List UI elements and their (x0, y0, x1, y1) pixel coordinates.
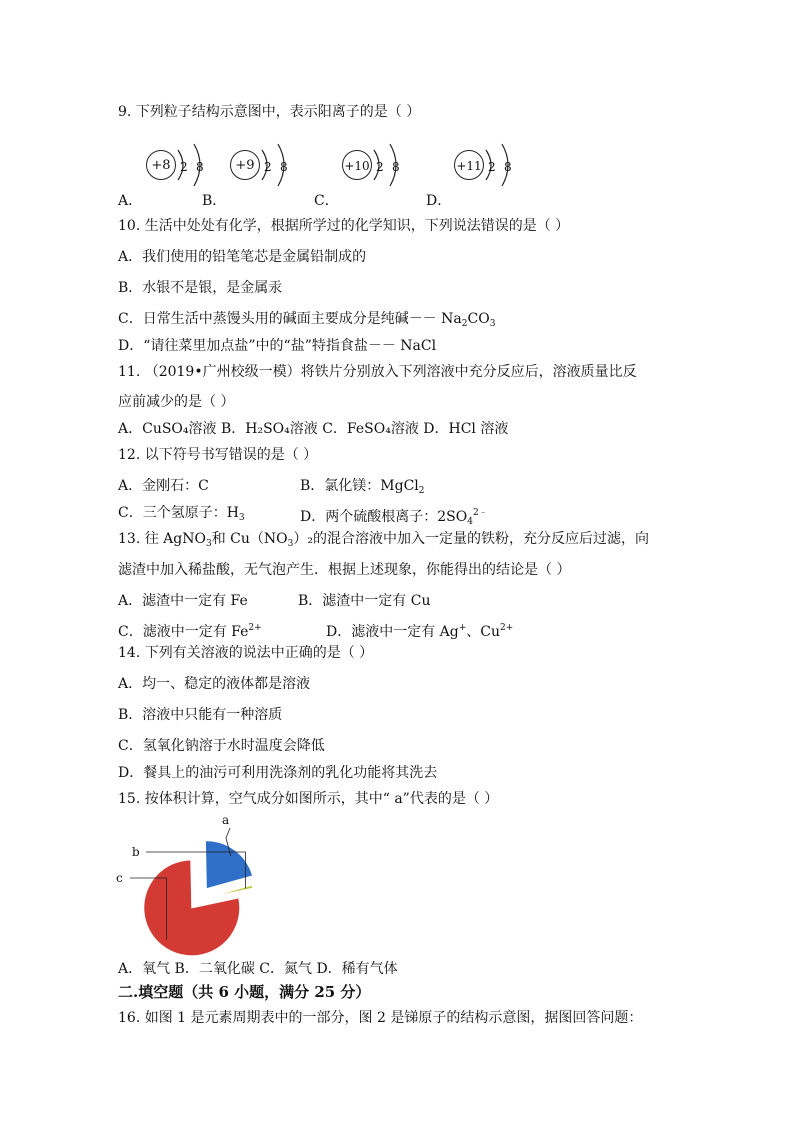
q12-c-sub: 3 (238, 513, 245, 523)
atom-b-shell-2: 8 (280, 160, 288, 174)
q10-stem: 10. 生活中处处有化学，根据所学过的化学知识，下列说法错误的是（ ） (118, 218, 570, 234)
q13-option-c (118, 618, 262, 642)
q12-c-text: C．三个氢原子：H (118, 505, 239, 521)
q10-option-c (118, 309, 495, 334)
atom-c-shells (366, 142, 416, 188)
atom-d-label: D． (426, 193, 452, 209)
q14-option-b: B．溶液中只能有一种溶质 (118, 707, 283, 723)
q13-text-2: 和 Cu（NO (211, 531, 288, 547)
q13-sub-1: 3 (205, 539, 212, 549)
q13-c-sup: 2+ (248, 623, 262, 633)
q13-option-a: A．滤渣中一定有 Fe (118, 593, 248, 609)
q12-b-sub: 2 (418, 486, 425, 496)
q10-c-mid: CO (467, 311, 490, 327)
q13-d-sup2: 2+ (500, 623, 514, 633)
pie-label-c: c (116, 871, 123, 885)
q12-d-text: D．两个硫酸根离子：2SO (300, 509, 468, 525)
q10-option-a: A．我们使用的铅笔笔芯是金属铅制成的 (118, 249, 367, 265)
q10-c-text: C．日常生活中蒸馒头用的碱面主要成分是纯碱－－ Na (118, 311, 462, 327)
q10-option-b: B．水银不是银，是金属汞 (118, 280, 283, 296)
q14-option-d: D．餐具上的油污可利用洗涤剂的乳化功能将其洗去 (118, 765, 438, 781)
atom-d-shell-1: 2 (488, 160, 496, 174)
atom-b-label: B． (202, 193, 227, 209)
atom-b-nucleus: +9 (230, 150, 260, 180)
air-composition-pie-chart (118, 812, 278, 962)
q13-text-3: ）₂的混合溶液中加入一定量的铁粉，充分反应后过滤，向 (293, 531, 649, 547)
section-2-title: 二.填空题（共 6 小题，满分 25 分） (118, 983, 371, 1001)
q13-sub-2: 3 (287, 539, 294, 549)
q13-option-d (326, 618, 513, 642)
q13-text-1: 13. 往 AgNO (118, 531, 206, 547)
q12-stem: 12. 以下符号书写错误的是（ ） (118, 447, 318, 463)
q13-stem-line2: 滤渣中加入稀盐酸，无气泡产生．根据上述现象，你能得出的结论是（ ） (118, 562, 571, 578)
atom-c-shell-1: 2 (376, 160, 384, 174)
q9-stem: 9. 下列粒子结构示意图中，表示阳离子的是（ ） (118, 104, 421, 120)
q13-c-text: C．滤液中一定有 Fe (118, 624, 249, 640)
q14-option-c: C．氢氧化钠溶于水时温度会降低 (118, 738, 325, 754)
atom-a-label: A． (118, 193, 143, 209)
q12-option-a: A．金刚石：C (118, 478, 209, 494)
q13-d-mid: 、Cu (466, 624, 501, 640)
q12-b-text: B．氯化镁：MgCl (300, 478, 419, 494)
q11-options: A．CuSO₄溶液 B．H₂SO₄溶液 C．FeSO₄溶液 D．HCl 溶液 (118, 421, 509, 437)
q13-d-text: D．滤液中一定有 Ag (326, 624, 459, 640)
q11-stem-line1: 11. （2019•广州校级一模）将铁片分别放入下列溶液中充分反应后，溶液质量比反 (118, 364, 637, 380)
atom-a-shell-2: 8 (196, 160, 204, 174)
q16-stem: 16. 如图 1 是元素周期表中的一部分，图 2 是锑原子的结构示意图，据图回答问题： (118, 1010, 643, 1026)
q14-option-a: A．均一、稳定的液体都是溶液 (118, 676, 311, 692)
q10-c-sub2: 3 (489, 319, 496, 329)
atom-d-shell-2: 8 (504, 160, 512, 174)
atom-a-shell-1: 2 (180, 160, 188, 174)
q15-options: A．氧气 B．二氧化碳 C．氮气 D．稀有气体 (118, 961, 398, 977)
q11-stem-line2: 应前减少的是（ ） (118, 394, 235, 410)
pie-label-a: a (222, 813, 230, 827)
pie-label-b: b (132, 845, 140, 859)
atom-d-nucleus: +11 (454, 150, 484, 180)
q12-option-b (300, 476, 425, 501)
atom-a-nucleus: +8 (146, 150, 176, 180)
q15-stem: 15. 按体积计算，空气成分如图所示，其中“ a”代表的是（ ） (118, 791, 499, 807)
q12-d-sub: 4 (467, 517, 473, 527)
q13-option-b: B．滤渣中一定有 Cu (298, 593, 431, 609)
q12-option-d (300, 503, 488, 532)
atom-b-shell-1: 2 (264, 160, 272, 174)
q12-option-c (118, 503, 245, 528)
q13-d-sup1: + (458, 623, 467, 633)
q10-option-d: D．“请往菜里加点盐”中的“盐”特指食盐－－ NaCl (118, 338, 437, 354)
atom-b-shells (254, 142, 304, 188)
atom-c-label: C． (314, 193, 339, 209)
q14-stem: 14. 下列有关溶液的说法中正确的是（ ） (118, 645, 374, 661)
atom-a-shells (170, 142, 220, 188)
q12-d-sup: 2﹣ (472, 508, 488, 518)
atom-c-shell-2: 8 (392, 160, 400, 174)
q13-stem-line1 (118, 529, 649, 554)
atom-c-nucleus: +10 (342, 150, 372, 180)
q10-c-sub1: 2 (461, 319, 468, 329)
atom-d-shells (478, 142, 528, 188)
